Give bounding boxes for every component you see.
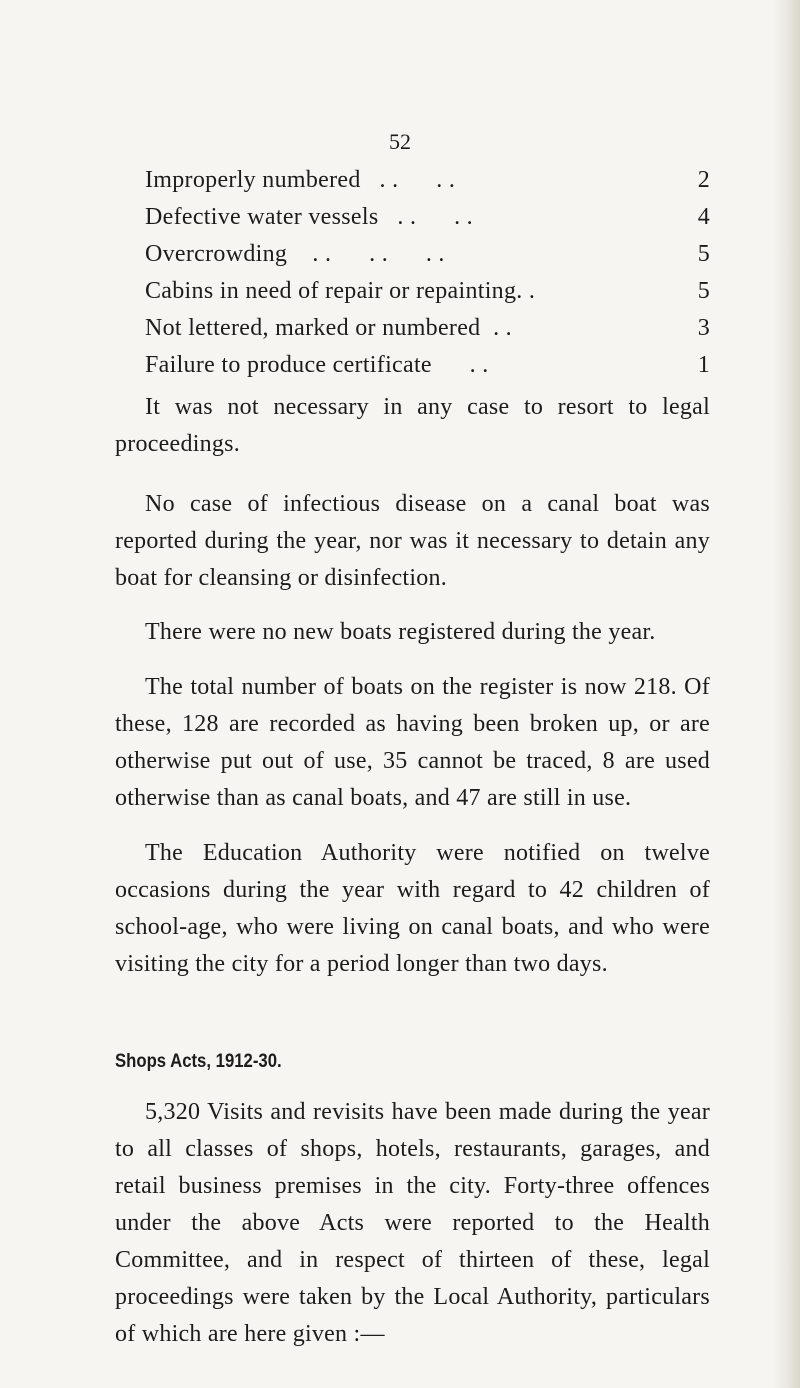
page-edge-shadow xyxy=(772,0,800,1388)
defect-count: 2 xyxy=(697,167,710,193)
defect-label: Failure to produce certificate xyxy=(145,352,432,378)
leader-dots: . . . . xyxy=(378,204,473,230)
page-number: 52 xyxy=(389,129,411,154)
list-item xyxy=(145,204,710,241)
defect-label: Cabins in need of repair or repainting xyxy=(145,278,517,304)
defect-label: Defective water vessels xyxy=(145,204,379,230)
defects-list xyxy=(145,167,710,389)
leader-dots: . . . . xyxy=(360,167,456,193)
paragraph-shops-visits: 5,320 Visits and revisits have been made during the year to all classes of shops, hotels, restaurants, garages, and retail business premises in the city. Forty-three offences under the above Acts were reported to the Health Committee, and in respect of thirteen of these, legal proceedings were taken by the Local Authority, particulars of which are here given :— xyxy=(115,1099,710,1347)
defect-count: 5 xyxy=(697,241,710,267)
defect-count: 4 xyxy=(697,204,710,230)
paragraph-new-boats: There were no new boats registered during the year. xyxy=(145,619,656,645)
paragraph-legal-proceedings: It was not necessary in any case to resort to legal proceedings. xyxy=(115,394,710,457)
paragraph-infectious-disease: No case of infectious disease on a canal boat was reported during the year, nor was it necessary to detain any boat for cleansing or disinfection. xyxy=(115,491,710,591)
leader-dots: . . xyxy=(431,352,489,378)
leader-dots: . . xyxy=(516,278,536,304)
list-item xyxy=(145,241,710,278)
paragraph-boats-register: The total number of boats on the register is now 218. Of these, 128 are recorded as having been broken up, or are otherwise put out of use, 35 cannot be traced, 8 are used otherwise than as canal boats, and 47 are still in use. xyxy=(115,674,710,811)
section-heading-shops-acts: Shops Acts, 1912-30. xyxy=(115,1051,282,1072)
defect-count: 5 xyxy=(697,278,710,304)
list-item xyxy=(145,352,710,389)
list-item xyxy=(145,315,710,352)
list-item xyxy=(145,278,710,315)
defect-label: Not lettered, marked or numbered xyxy=(145,315,481,341)
defect-count: 3 xyxy=(697,315,710,341)
defect-label: Improperly numbered xyxy=(145,167,361,193)
defect-label: Overcrowding xyxy=(145,241,288,267)
paragraph-education-authority: The Education Authority were notified on twelve occasions during the year with regard to 42 children of school-age, who were living on canal boats, and who were visiting the city for a period longer than two days. xyxy=(115,840,710,977)
defect-count: 1 xyxy=(697,352,710,378)
list-item xyxy=(145,167,710,204)
leader-dots: . . xyxy=(480,315,512,341)
leader-dots: . . . . . . xyxy=(287,241,445,267)
